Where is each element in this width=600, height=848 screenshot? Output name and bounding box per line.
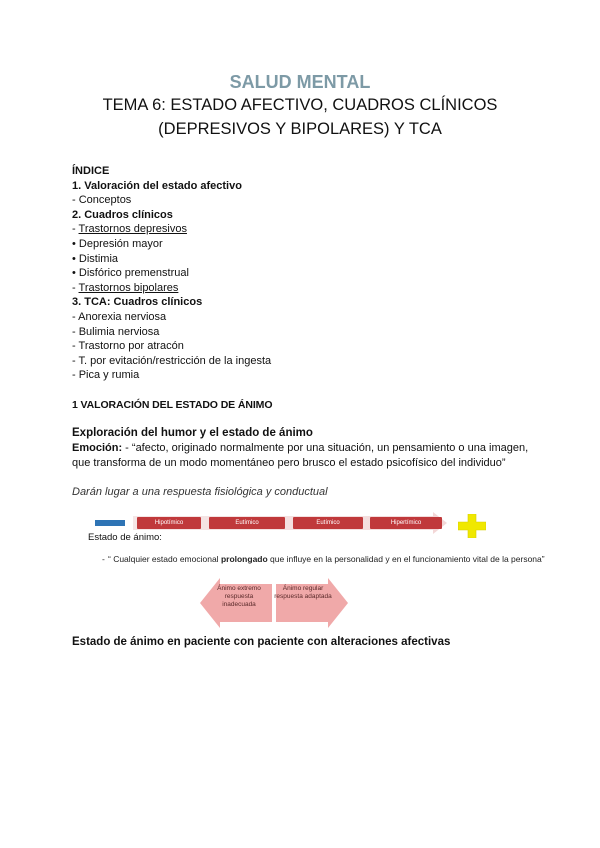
- footer-heading: Estado de ánimo en paciente con paciente con alteraciones afectivas: [72, 636, 451, 648]
- section-1-heading: 1 VALORACIÓN DEL ESTADO DE ÁNIMO: [72, 399, 273, 411]
- subtitle-line-2: (DEPRESIVOS Y BIPOLARES) Y TCA: [158, 120, 442, 138]
- index-item: - Bulimia nerviosa: [72, 325, 160, 338]
- subsection-heading: Exploración del humor y el estado de ánimo: [72, 427, 313, 439]
- index-dash: -: [72, 223, 79, 236]
- index-heading: ÍNDICE: [72, 165, 110, 177]
- document-title: SALUD MENTAL: [229, 72, 371, 92]
- mood-segment: Eutímico: [209, 517, 285, 529]
- mood-segment: Hipertímico: [370, 517, 442, 529]
- index-item: - Conceptos: [72, 194, 132, 207]
- index-link-bipolares: Trastornos bipolares: [78, 281, 179, 294]
- index-item: - T. por evitación/restricción de la ingesta: [72, 354, 272, 367]
- plus-icon: [458, 514, 486, 538]
- index-item: - Anorexia nerviosa: [72, 310, 167, 323]
- arrow-right-text: Ánimo regular respuesta adaptada: [274, 585, 332, 600]
- mood-segment: Eutímico: [293, 517, 363, 529]
- quote-before: “ Cualquier estado emocional: [108, 554, 221, 564]
- subtitle-line-1: TEMA 6: ESTADO AFECTIVO, CUADROS CLÍNICOS: [102, 96, 498, 114]
- arrow-left-text: Ánimo extremo respuesta inadecuada: [217, 585, 261, 608]
- quote-after: que influye en la personalidad y en el funcionamiento vital de la persona”: [267, 554, 545, 564]
- index-item: • Distimia: [72, 252, 119, 265]
- index-item: 1. Valoración del estado afectivo: [72, 179, 242, 192]
- mood-segment: Hipotímico: [137, 517, 201, 529]
- mood-definition-quote: [102, 552, 548, 568]
- index-item: 3. TCA: Cuadros clínicos: [72, 296, 203, 309]
- quote-dash: -: [102, 554, 105, 564]
- emotion-text: - “afecto, originado normalmente por una situación, un pensamiento o una imagen, que transforma de un modo momentáneo pero brusco el estado psicofísico del individuo”: [72, 442, 529, 469]
- emotion-definition: [72, 441, 532, 470]
- minus-bar-icon: [95, 520, 125, 526]
- index-item: - Trastorno por atracón: [72, 340, 184, 353]
- index-item: 2. Cuadros clínicos: [72, 208, 173, 221]
- index-item: [72, 281, 271, 296]
- index-item: - Pica y rumia: [72, 369, 140, 382]
- emotion-label: Emoción:: [72, 442, 123, 454]
- quote-bold: prolongado: [220, 554, 268, 564]
- index-item: • Disfórico premenstrual: [72, 267, 189, 280]
- index-item: • Depresión mayor: [72, 237, 163, 250]
- index-item: [72, 222, 271, 237]
- index-list: [72, 164, 271, 383]
- italic-note: Darán lugar a una respuesta fisiológica y conductual: [72, 486, 328, 498]
- estado-label: Estado de ánimo:: [88, 532, 162, 543]
- index-dash: -: [72, 281, 79, 294]
- index-link-depresivos: Trastornos depresivos: [78, 223, 187, 236]
